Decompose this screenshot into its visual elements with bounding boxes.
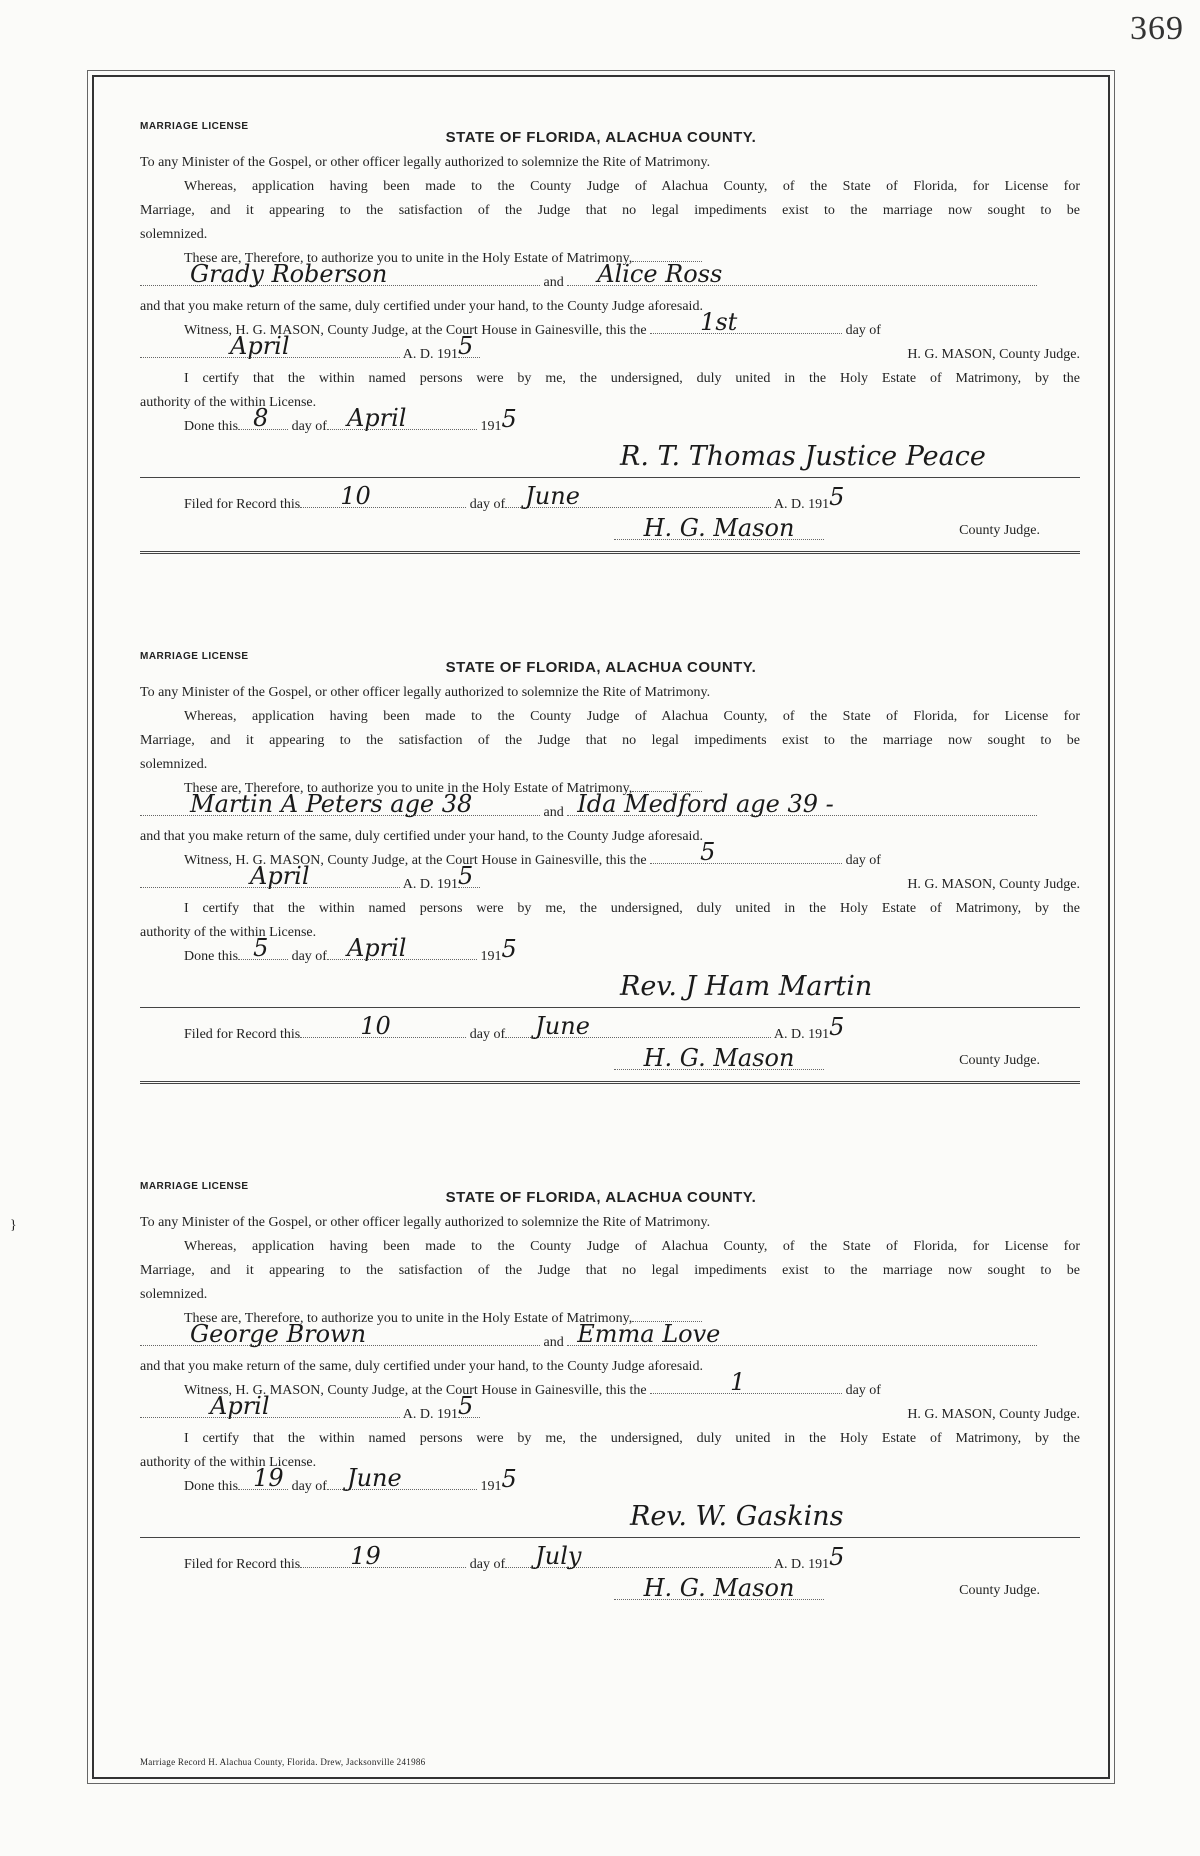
and-label: and <box>543 1335 564 1350</box>
ad-label: A. D. 191 <box>402 1407 458 1422</box>
filed-month-field <box>505 1012 771 1040</box>
certify-line-1: I certify that the within named persons were by me, the undersigned, duly united in the Holy Estate of Matrimony, by the <box>184 901 1080 916</box>
divider <box>140 1007 1080 1008</box>
names-line <box>140 1320 1080 1351</box>
groom-name: Grady Roberson <box>190 260 388 288</box>
judge-signature-field <box>614 1574 824 1602</box>
filed-month-field <box>505 482 771 510</box>
judge-line: H. G. MASON, County Judge. <box>907 1407 1080 1422</box>
issue-month: April <box>250 862 310 890</box>
done-year: 5 <box>501 935 517 963</box>
witness-line <box>184 838 1080 869</box>
day-of-label: day of <box>469 1027 506 1042</box>
these-are-text: These are, Therefore, to authorize you to unite in the Holy Estate of Matrimony, <box>184 1311 633 1326</box>
issue-year: 5 <box>457 862 474 890</box>
form-label: MARRIAGE LICENSE <box>140 651 249 662</box>
filed-line <box>184 482 1080 513</box>
officiant-signature: R. T. Thomas Justice Peace <box>620 441 986 472</box>
whereas-line-2: Marriage, and it appearing to the satisfaction of the Judge that no legal impediments exist to the marriage now sought to be <box>140 1263 1080 1278</box>
issue-month: April <box>210 1392 270 1420</box>
whereas-line-1: Whereas, application having been made to the County Judge of Alachua County, of the State of Florida, for License for <box>184 1239 1080 1254</box>
county-judge-label: County Judge. <box>959 1583 1040 1598</box>
witness-line <box>184 308 1080 339</box>
whereas-line-1: Whereas, application having been made to the County Judge of Alachua County, of the State of Florida, for License for <box>184 179 1080 194</box>
judge-line: H. G. MASON, County Judge. <box>907 877 1080 892</box>
issue-date-line <box>140 332 1080 363</box>
whereas-line-3: solemnized. <box>140 757 208 772</box>
divider <box>140 1537 1080 1538</box>
done-this-label: Done this <box>184 949 239 964</box>
day-of-label: day of <box>291 1479 327 1494</box>
bride-field <box>567 790 1037 818</box>
issue-year: 5 <box>457 332 474 360</box>
and-label: and <box>543 275 564 290</box>
issue-day-field <box>650 838 842 866</box>
ad-label: A. D. 191 <box>773 1557 830 1572</box>
judge-signature: H. G. Mason <box>643 1574 795 1602</box>
judge-signature-field <box>614 514 824 542</box>
judge-signature: H. G. Mason <box>643 514 795 542</box>
day-of-label: day of <box>469 1557 506 1572</box>
done-line <box>184 934 1080 965</box>
record-frame <box>92 75 1110 1779</box>
filed-day-field <box>300 482 466 510</box>
groom-field <box>140 260 540 288</box>
filed-day: 19 <box>350 1542 381 1570</box>
bride-field <box>567 260 1037 288</box>
margin-mark: } <box>10 1218 17 1233</box>
issue-month-field <box>140 1392 400 1420</box>
filed-month: June <box>525 482 580 510</box>
filed-label: Filed for Record this <box>184 497 301 512</box>
issue-day-field <box>650 1368 842 1396</box>
done-month-field <box>327 1464 477 1492</box>
return-line: and that you make return of the same, duly certified under your hand, to the County Judge aforesaid. <box>140 1359 703 1374</box>
certify-line-2: authority of the within License. <box>140 1455 317 1470</box>
these-are-text: These are, Therefore, to authorize you to unite in the Holy Estate of Matrimony, <box>184 781 633 796</box>
done-this-label: Done this <box>184 1479 239 1494</box>
done-line <box>184 1464 1080 1495</box>
done-month: April <box>346 934 407 962</box>
certify-line-1: I certify that the within named persons were by me, the undersigned, duly united in the Holy Estate of Matrimony, by the <box>184 1431 1080 1446</box>
names-line <box>140 790 1080 821</box>
names-line <box>140 260 1080 291</box>
issue-year-field <box>457 862 480 890</box>
done-day: 8 <box>253 404 269 432</box>
form-label: MARRIAGE LICENSE <box>140 121 249 132</box>
divider <box>140 477 1080 478</box>
section-divider <box>140 1081 1080 1084</box>
issue-date-line <box>140 862 1080 893</box>
done-this-label: Done this <box>184 419 239 434</box>
issue-day: 5 <box>700 838 716 866</box>
certify-line-1: I certify that the within named persons were by me, the undersigned, duly united in the Holy Estate of Matrimony, by the <box>184 371 1080 386</box>
year-label: 191 <box>480 1479 502 1494</box>
issue-year: 5 <box>457 1392 474 1420</box>
filed-year: 5 <box>829 483 845 511</box>
day-of-label: day of <box>291 949 327 964</box>
issue-day: 1 <box>730 1368 746 1396</box>
these-are-text: These are, Therefore, to authorize you to unite in the Holy Estate of Matrimony, <box>184 251 633 266</box>
heading: STATE OF FLORIDA, ALACHUA COUNTY. <box>445 129 757 146</box>
ad-label: A. D. 191 <box>773 1027 830 1042</box>
judge-signature-field <box>614 1044 824 1072</box>
day-of-label: day of <box>291 419 327 434</box>
return-line: and that you make return of the same, duly certified under your hand, to the County Judge aforesaid. <box>140 299 703 314</box>
groom-field <box>140 1320 540 1348</box>
ad-label: A. D. 191 <box>773 497 830 512</box>
done-month-field <box>327 404 477 432</box>
done-line <box>184 404 1080 435</box>
done-year: 5 <box>501 1465 517 1493</box>
judge-line: H. G. MASON, County Judge. <box>907 347 1080 362</box>
issue-year-field <box>457 332 480 360</box>
day-of-label: day of <box>845 1383 881 1398</box>
whereas-line-3: solemnized. <box>140 227 208 242</box>
to-any-line: To any Minister of the Gospel, or other officer legally authorized to solemnize the Rite of Matrimony. <box>140 685 711 700</box>
issue-month: April <box>230 332 290 360</box>
return-line: and that you make return of the same, duly certified under your hand, to the County Judge aforesaid. <box>140 829 703 844</box>
done-day: 19 <box>253 1464 284 1492</box>
issue-day: 1st <box>700 308 738 336</box>
groom-name: George Brown <box>190 1320 367 1348</box>
form-label: MARRIAGE LICENSE <box>140 1181 249 1192</box>
witness-line <box>184 1368 1080 1399</box>
whereas-line-3: solemnized. <box>140 1287 208 1302</box>
ad-label: A. D. 191 <box>402 877 458 892</box>
certify-line-2: authority of the within License. <box>140 925 317 940</box>
filed-line <box>184 1542 1080 1573</box>
section-divider <box>140 551 1080 554</box>
certify-line-2: authority of the within License. <box>140 395 317 410</box>
filed-month: June <box>535 1012 590 1040</box>
to-any-line: To any Minister of the Gospel, or other officer legally authorized to solemnize the Rite of Matrimony. <box>140 155 711 170</box>
witness-text: Witness, H. G. MASON, County Judge, at the Court House in Gainesville, this the <box>184 853 647 868</box>
filed-month-field <box>505 1542 771 1570</box>
day-of-label: day of <box>845 853 881 868</box>
filed-label: Filed for Record this <box>184 1557 301 1572</box>
issue-month-field <box>140 862 400 890</box>
county-judge-label: County Judge. <box>959 1053 1040 1068</box>
whereas-line-2: Marriage, and it appearing to the satisfaction of the Judge that no legal impediments exist to the marriage now sought to be <box>140 203 1080 218</box>
groom-name: Martin A Peters age 38 <box>190 790 473 818</box>
ad-label: A. D. 191 <box>402 347 458 362</box>
heading: STATE OF FLORIDA, ALACHUA COUNTY. <box>445 659 757 676</box>
day-of-label: day of <box>469 497 506 512</box>
done-year: 5 <box>501 405 517 433</box>
done-month: April <box>346 404 407 432</box>
filed-month: July <box>535 1542 582 1570</box>
footer-imprint: Marriage Record H. Alachua County, Florida. Drew, Jacksonville 241986 <box>140 1757 426 1767</box>
groom-field <box>140 790 540 818</box>
whereas-line-1: Whereas, application having been made to the County Judge of Alachua County, of the State of Florida, for License for <box>184 709 1080 724</box>
done-month-field <box>327 934 477 962</box>
year-label: 191 <box>480 949 502 964</box>
whereas-line-2: Marriage, and it appearing to the satisfaction of the Judge that no legal impediments exist to the marriage now sought to be <box>140 733 1080 748</box>
heading: STATE OF FLORIDA, ALACHUA COUNTY. <box>445 1189 757 1206</box>
bride-name: Alice Ross <box>597 260 723 288</box>
filed-label: Filed for Record this <box>184 1027 301 1042</box>
bride-name: Emma Love <box>577 1320 721 1348</box>
witness-text: Witness, H. G. MASON, County Judge, at the Court House in Gainesville, this the <box>184 1383 647 1398</box>
bride-name: Ida Medford age 39 - <box>577 790 834 818</box>
page-number: 369 <box>1130 10 1184 47</box>
filed-year: 5 <box>829 1013 845 1041</box>
officiant-signature: Rev. J Ham Martin <box>620 971 873 1002</box>
done-day-field <box>238 934 288 962</box>
witness-text: Witness, H. G. MASON, County Judge, at the Court House in Gainesville, this the <box>184 323 647 338</box>
filed-day: 10 <box>340 482 371 510</box>
filed-year: 5 <box>829 1543 845 1571</box>
filed-day-field <box>300 1542 466 1570</box>
filed-line <box>184 1012 1080 1043</box>
done-day-field <box>238 404 288 432</box>
done-day-field <box>238 1464 288 1492</box>
done-day: 5 <box>253 934 269 962</box>
bride-field <box>567 1320 1037 1348</box>
done-month: June <box>346 1464 402 1492</box>
filed-day: 10 <box>360 1012 391 1040</box>
issue-day-field <box>650 308 842 336</box>
officiant-signature: Rev. W. Gaskins <box>630 1501 844 1532</box>
year-label: 191 <box>480 419 502 434</box>
judge-signature: H. G. Mason <box>643 1044 795 1072</box>
to-any-line: To any Minister of the Gospel, or other officer legally authorized to solemnize the Rite of Matrimony. <box>140 1215 711 1230</box>
issue-month-field <box>140 332 400 360</box>
day-of-label: day of <box>845 323 881 338</box>
filed-day-field <box>300 1012 466 1040</box>
and-label: and <box>543 805 564 820</box>
issue-date-line <box>140 1392 1080 1423</box>
county-judge-label: County Judge. <box>959 523 1040 538</box>
issue-year-field <box>457 1392 480 1420</box>
